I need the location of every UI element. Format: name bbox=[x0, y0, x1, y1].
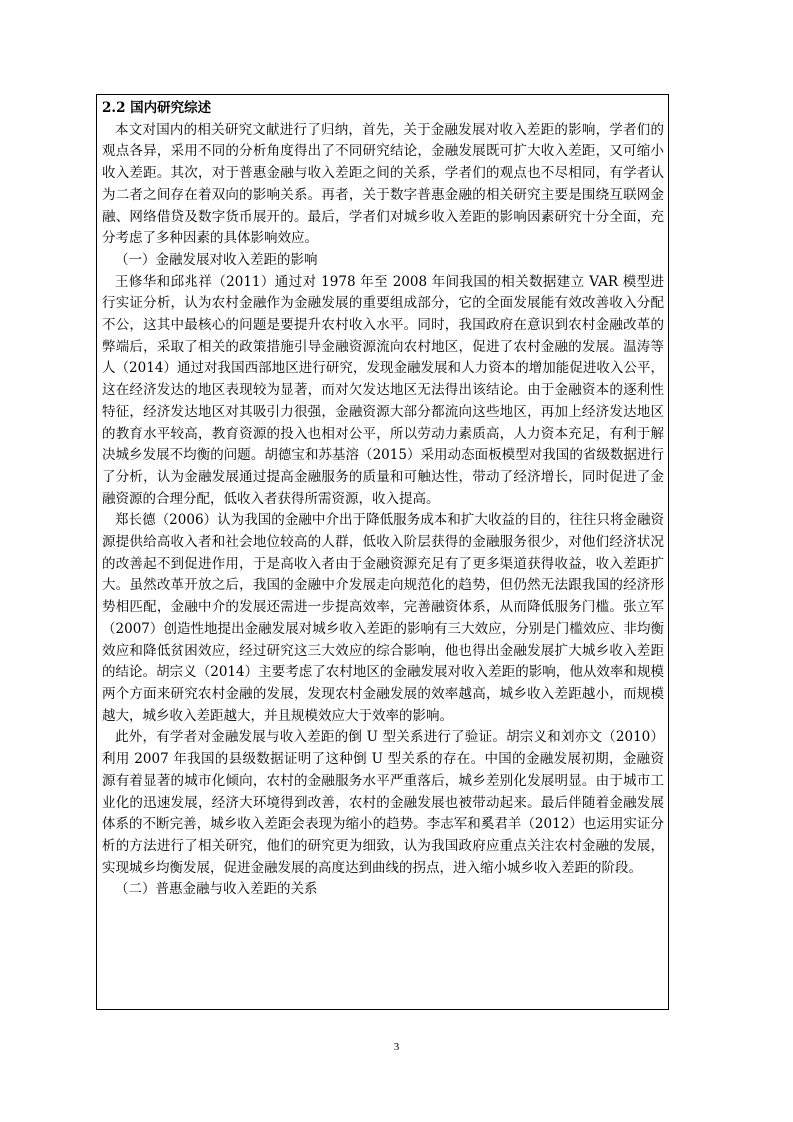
paragraph-2: 郑长德（2006）认为我国的金融中介出于降低服务成本和扩大收益的目的，往往只将金融资源提供给高收入者和社会地位较高的人群，低收入阶层获得的金融服务很少，对他们经济状况的改善起不到促进作用，于是高收入者由于金融资源充足有了更多渠道获得收益，收入差距扩大。虽然改革开放之后，我国的金融中介发展走向规范化的趋势，但仍然无法跟我国的经济形势相匹配，金融中介的发展还需进一步提高效率，完善融资体系，从而降低服务门槛。张立军（2007）创造性地提出金融发展对城乡收入差距的影响有三大效应，分别是门槛效应、非均衡效应和降低贫困效应，经过研究这三大效应的综合影响，他也得出金融发展扩大城乡收入差距的结论。胡宗义（2014）主要考虑了农村地区的金融发展对收入差距的影响，他从效率和规模两个方面来研究农村金融的发展，发现农村金融发展的效率越高，城乡收入差距越小，而规模越大，城乡收入差距越大，并且规模效应大于效率的影响。 bbox=[102, 512, 664, 724]
intro-paragraph: 本文对国内的相关研究文献进行了归纳，首先，关于金融发展对收入差距的影响，学者们的观点各异，采用不同的分析角度得出了不同研究结论，金融发展既可扩大收入差距，又可缩小收入差距。其次，对于普惠金融与收入差距之间的关系，学者们的观点也不尽相同，有学者认为二者之间存在着双向的影响关系。再者，关于数字普惠金融的相关研究主要是围绕互联网金融、网络借贷及数字货币展开的。最后，学者们对城乡收入差距的影响因素研究十分全面，充分考虑了多种因素的具体影响效应。 bbox=[102, 121, 664, 247]
content-frame bbox=[96, 94, 669, 1010]
subsection-heading-1: （一）金融发展对收入差距的影响 bbox=[115, 251, 318, 268]
paragraph-1: 王修华和邱兆祥（2011）通过对 1978 年至 2008 年间我国的相关数据建立 VAR 模型进行实证分析，认为农村金融作为金融发展的重要组成部分，它的全面发展能有效改善收入分配不公，这其中最核心的问题是要提升农村收入水平。同时，我国政府在意识到农村金融改革的弊端后，采取了相关的政策措施引导金融资源流向农村地区，促进了农村金融的发展。温涛等人（2014）通过对我国西部地区进行研究，发现金融发展和人力资本的增加能促进收入公平，这在经济发达的地区表现较为显著，而对欠发达地区无法得出该结论。由于金融资本的逐利性特征，经济发达地区对其吸引力很强，金融资源大部分都流向这些地区，再加上经济发达地区的教育水平较高，教育资源的投入也相对公平，所以劳动力素质高，人力资本充足，有利于解决城乡发展不均衡的问题。胡德宝和苏基溶（2015）采用动态面板模型对我国的省级数据进行了分析，认为金融发展通过提高金融服务的质量和可触达性，带动了经济增长，同时促进了金融资源的合理分配，低收入者获得所需资源，收入提高。 bbox=[102, 273, 664, 507]
page-number: 3 bbox=[393, 1041, 400, 1053]
section-heading: 2.2 国内研究综述 bbox=[102, 100, 212, 116]
paragraph-3: 此外，有学者对金融发展与收入差距的倒 U 型关系进行了验证。胡宗义和刘亦文（2010）利用 2007 年我国的县级数据证明了这种倒 U 型关系的存在。中国的金融发展初期，金融资源有着显著的城市化倾向，农村的金融服务水平严重落后，城乡差别化发展明显。由于城市工业化的迅速发展，经济大环境得到改善，农村的金融发展也被带动起来。最后伴随着金融发展体系的不断完善，城乡收入差距会表现为缩小的趋势。李志军和奚君羊（2012）也运用实证分析的方法进行了相关研究，他们的研究更为细致，认为我国政府应重点关注农村金融的发展，实现城乡均衡发展，促进金融发展的高度达到曲线的拐点，进入缩小城乡收入差距的阶段。 bbox=[102, 729, 664, 876]
subsection-heading-2: （二）普惠金融与收入差距的关系 bbox=[115, 881, 318, 898]
